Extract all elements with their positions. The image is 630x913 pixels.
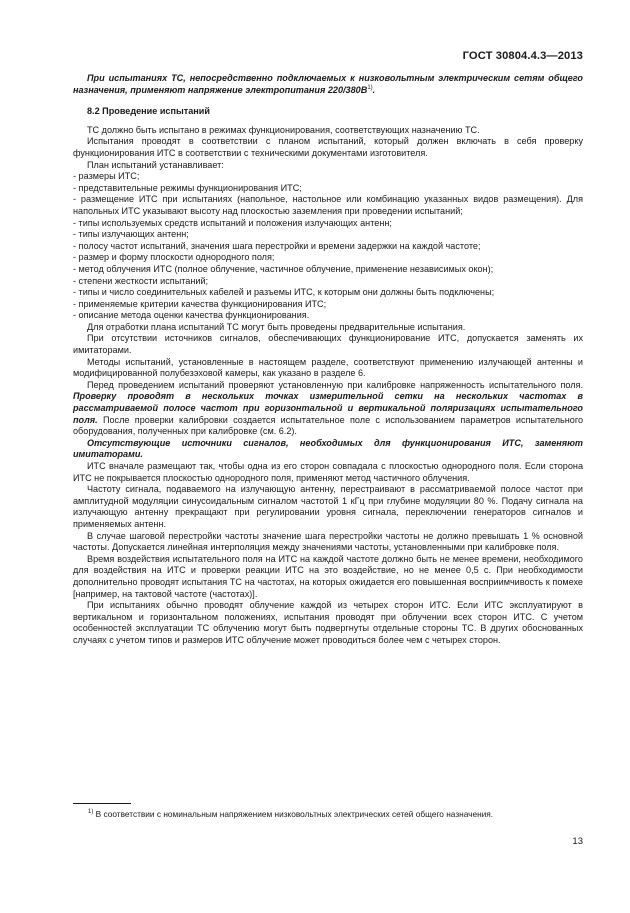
paragraph-4: При отсутствии источников сигналов, обеспечивающих функционирование ИТС, допускается заменять их имитаторами. xyxy=(73,333,583,356)
paragraph-12: При испытаниях обычно проводят облучение каждой из четырех сторон ИТС. Если ИТС эксплуатируют в вертикальном и горизонтальном положениях, испытания проводят при облучении всех сторон ИТС. С учетом особенностей эксплуатации ТС облучению могут быть подвергнуты отдельные стороны ТС. В других обоснованных случаях с учетом типов и размеров ИТС облучение может проводиться более чем с четырех сторон. xyxy=(73,600,583,645)
footnote xyxy=(88,809,583,819)
plan-item: - описание метода оценки качества функционирования. xyxy=(73,310,310,321)
paragraph-6-start: Перед проведением испытаний проверяют установленную при калибровке напряженность испытательного поля. xyxy=(87,379,583,390)
footnote-ref: 1) xyxy=(367,84,373,91)
plan-list xyxy=(73,171,583,322)
intro-text: При испытаниях ТС, непосредственно подключаемых к низковольтным электрическим сетям общего назначения, применяют напряжение электропитания 220/380В xyxy=(73,73,583,95)
plan-item: - типы и число соединительных кабелей и разъемы ИТС, к которым они должны быть подключены; xyxy=(73,287,495,298)
standard-header: ГОСТ 30804.4.3—2013 xyxy=(462,50,583,62)
footnote-divider xyxy=(73,803,131,804)
paragraph-8: ИТС вначале размещают так, чтобы одна из его сторон совпадала с плоскостью однородного поля. Если сторона ИТС не покрывается плоскостью однородного поля, применяют метод частичного облучения. xyxy=(73,461,583,483)
paragraph-3: Для отработки плана испытаний ТС могут быть проведены предварительные испытания. xyxy=(87,321,466,332)
page-number: 13 xyxy=(572,836,583,847)
footnote-text: В соответствии с номинальным напряжением низковольтных электрических сетей общего назначения. xyxy=(95,809,494,819)
paragraph-6-end: После проверки калибровки создается испытательное поле с использованием параметров испытательного оборудования, полученных при калибровке (см. 6.2). xyxy=(73,414,584,437)
paragraph-6-emphasis: Проверку проводят в нескольких точках измерительной сетки на нескольких частотах в рассматриваемой полосе частот при горизонтальной и вертикальной поляризациях испытательного поля. xyxy=(73,391,583,425)
page-content xyxy=(73,73,583,647)
plan-item: - размер и форму плоскости однородного поля; xyxy=(73,252,275,263)
paragraph-2: Испытания проводят в соответствии с планом испытаний, который должен включать в себя проверку функционирования ИТС в соответствии с техническими документами изготовителя. xyxy=(73,136,583,158)
plan-item: - полосу частот испытаний, значения шага перестройки и времени задержки на каждой частоте; xyxy=(73,240,481,251)
plan-item: - степени жесткости испытаний; xyxy=(73,275,209,286)
intro-paragraph xyxy=(73,73,583,96)
intro-end: . xyxy=(372,84,376,95)
paragraph-6 xyxy=(73,380,583,438)
plan-item: - типы излучающих антенн; xyxy=(73,229,189,240)
plan-item: - размещение ИТС при испытаниях (напольное, настольное или комбинацию указанных видов размещения). Для напольных ИТС указывают высоту над плоскостью заземления при проведении испытаний; xyxy=(73,194,583,216)
plan-item: - метод облучения ИТС (полное облучение, частичное облучение, применение независимых окон); xyxy=(73,263,494,274)
paragraph-7: Отсутствующие источники сигналов, необходимых для функционирования ИТС, заменяют имитаторами. xyxy=(73,437,583,460)
plan-item: - применяемые критерии качества функционирования ИТС; xyxy=(73,298,327,309)
plan-intro: План испытаний устанавливает: xyxy=(87,159,224,170)
paragraph-10: В случае шаговой перестройки частоты значение шага перестройки частоты не должно превышать 1 % основной частоты. Допускается линейная интерполяция между значениями частоты, установленными при калибровке поля. xyxy=(73,530,583,553)
paragraph-5: Методы испытаний, установленные в настоящем разделе, соответствуют применению излучающей антенны и модифицированной полубезэховой камеры, как указано в разделе 6. xyxy=(73,356,583,379)
paragraph-1: ТС должно быть испытано в режимах функционирования, соответствующих назначению ТС. xyxy=(87,124,480,135)
paragraph-11: Время воздействия испытательного поля на ИТС на каждой частоте должно быть не менее времени, необходимого для воздействия на ИТС и проверки реакции ИТС на это воздействие, но не менее 0,5 с. При необходимости дополнительно проводят испытания ТС на частотах, на которых ожидается его повышенная восприимчивость к помехе [например, на тактовой частоте (частотах)]. xyxy=(73,553,583,599)
footnote-mark: 1) xyxy=(88,809,94,816)
section-heading: 8.2 Проведение испытаний xyxy=(87,106,210,117)
plan-item: - представительные режимы функционирования ИТС; xyxy=(73,182,302,193)
plan-item: - типы используемых средств испытаний и положения излучающих антенн; xyxy=(73,217,392,228)
plan-item: - размеры ИТС; xyxy=(73,171,140,182)
paragraph-9: Частоту сигнала, подаваемого на излучающую антенну, перестраивают в рассматриваемой полосе частот при амплитудной модуляции синусоидальным сигналом частотой 1 кГц при глубине модуляции 80 %. Подачу сигнала на излучающую антенну прекращают при регулировании уровня сигнала, переключении генераторов сигналов и применяемых антенн. xyxy=(73,484,583,529)
